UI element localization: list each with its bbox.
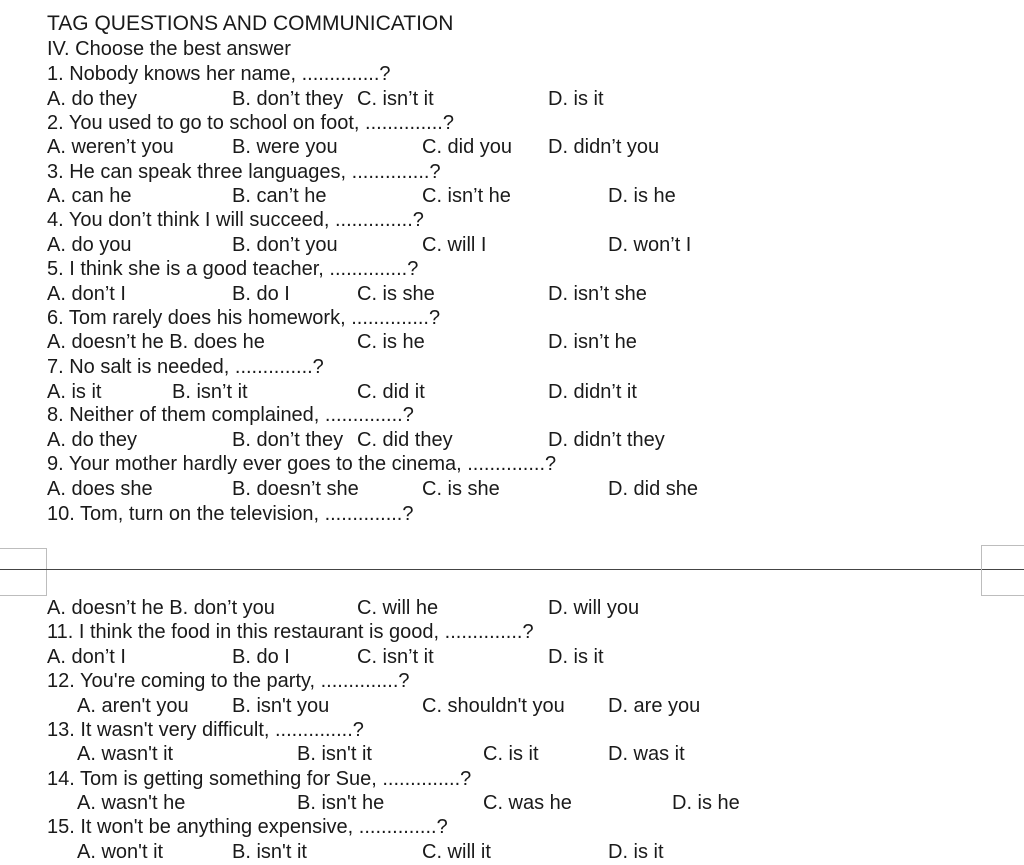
page-corner-mark-left — [0, 548, 47, 596]
q7-option-b: B. isn’t it — [172, 381, 248, 403]
q7-option-c: C. did it — [357, 381, 425, 403]
q13-option-a: A. wasn't it — [77, 743, 174, 765]
question-14: 14. Tom is getting something for Sue, ..............? — [47, 768, 472, 790]
q1-option-b: B. don’t they — [232, 88, 344, 110]
question-8: 8. Neither of them complained, ..............? — [47, 404, 414, 426]
q2-option-b: B. were you — [232, 136, 338, 158]
question-9: 9. Your mother hardly ever goes to the cinema, ..............? — [47, 453, 557, 475]
q4-option-c: C. will I — [422, 234, 487, 256]
q7-option-d: D. didn’t it — [548, 381, 637, 403]
question-13: 13. It wasn't very difficult, ..............? — [47, 719, 364, 741]
question-15: 15. It won't be anything expensive, ..............? — [47, 816, 448, 838]
section-instruction: IV. Choose the best answer — [47, 38, 291, 60]
q15-option-a: A. won't it — [77, 841, 164, 863]
worksheet-title: TAG QUESTIONS AND COMMUNICATION — [47, 12, 454, 35]
q1-option-a: A. do they — [47, 88, 138, 110]
q15-option-b: B. isn't it — [232, 841, 307, 863]
q2-option-d: D. didn’t you — [548, 136, 660, 158]
q12-option-b: B. isn't you — [232, 695, 330, 717]
q6-option-d: D. isn’t he — [548, 331, 637, 353]
q2-option-a: A. weren’t you — [47, 136, 174, 158]
q8-option-d: D. didn’t they — [548, 429, 665, 451]
q5-option-c: C. is she — [357, 283, 435, 305]
q6-option-ab: A. doesn’t he B. does he — [47, 331, 265, 353]
question-7: 7. No salt is needed, ..............? — [47, 356, 324, 378]
q14-option-d: D. is he — [672, 792, 740, 814]
q15-option-c: C. will it — [422, 841, 491, 863]
q10-option-c: C. will he — [357, 597, 439, 619]
q2-option-c: C. did you — [422, 136, 513, 158]
q9-option-a: A. does she — [47, 478, 153, 500]
q8-option-b: B. don’t they — [232, 429, 344, 451]
q8-option-a: A. do they — [47, 429, 138, 451]
q3-option-c: C. isn’t he — [422, 185, 511, 207]
q6-option-c: C. is he — [357, 331, 425, 353]
q1-option-c: C. isn’t it — [357, 88, 434, 110]
q13-option-c: C. is it — [483, 743, 539, 765]
question-4: 4. You don’t think I will succeed, ..............? — [47, 209, 424, 231]
page-corner-mark-right — [981, 545, 1024, 596]
q5-option-a: A. don’t I — [47, 283, 126, 305]
question-5: 5. I think she is a good teacher, ..............? — [47, 258, 419, 280]
q13-option-d: D. was it — [608, 743, 685, 765]
q10-option-d: D. will you — [548, 597, 640, 619]
q9-option-b: B. doesn’t she — [232, 478, 359, 500]
q3-option-d: D. is he — [608, 185, 676, 207]
q4-option-b: B. don’t you — [232, 234, 338, 256]
q12-option-c: C. shouldn't you — [422, 695, 565, 717]
q5-option-b: B. do I — [232, 283, 290, 305]
q12-option-d: D. are you — [608, 695, 701, 717]
q3-option-a: A. can he — [47, 185, 132, 207]
q14-option-a: A. wasn't he — [77, 792, 186, 814]
q9-option-c: C. is she — [422, 478, 500, 500]
q14-option-c: C. was he — [483, 792, 572, 814]
q1-option-d: D. is it — [548, 88, 604, 110]
q4-option-a: A. do you — [47, 234, 132, 256]
page-break-line — [0, 569, 1024, 570]
q11-option-c: C. isn’t it — [357, 646, 434, 668]
question-6: 6. Tom rarely does his homework, ..............? — [47, 307, 441, 329]
q9-option-d: D. did she — [608, 478, 699, 500]
q7-option-a: A. is it — [47, 381, 102, 403]
question-1: 1. Nobody knows her name, ..............? — [47, 63, 391, 85]
q10-option-ab: A. doesn’t he B. don’t you — [47, 597, 275, 619]
q4-option-d: D. won’t I — [608, 234, 692, 256]
question-12: 12. You're coming to the party, ..............? — [47, 670, 410, 692]
question-2: 2. You used to go to school on foot, ..............? — [47, 112, 454, 134]
q15-option-d: D. is it — [608, 841, 664, 863]
q5-option-d: D. isn’t she — [548, 283, 647, 305]
q3-option-b: B. can’t he — [232, 185, 327, 207]
question-11: 11. I think the food in this restaurant is good, ..............? — [47, 621, 534, 643]
q11-option-d: D. is it — [548, 646, 604, 668]
q8-option-c: C. did they — [357, 429, 453, 451]
question-10: 10. Tom, turn on the television, ..............? — [47, 503, 414, 525]
question-3: 3. He can speak three languages, ..............? — [47, 161, 441, 183]
q13-option-b: B. isn't it — [297, 743, 372, 765]
q11-option-b: B. do I — [232, 646, 290, 668]
q14-option-b: B. isn't he — [297, 792, 385, 814]
q11-option-a: A. don’t I — [47, 646, 126, 668]
q12-option-a: A. aren't you — [77, 695, 189, 717]
